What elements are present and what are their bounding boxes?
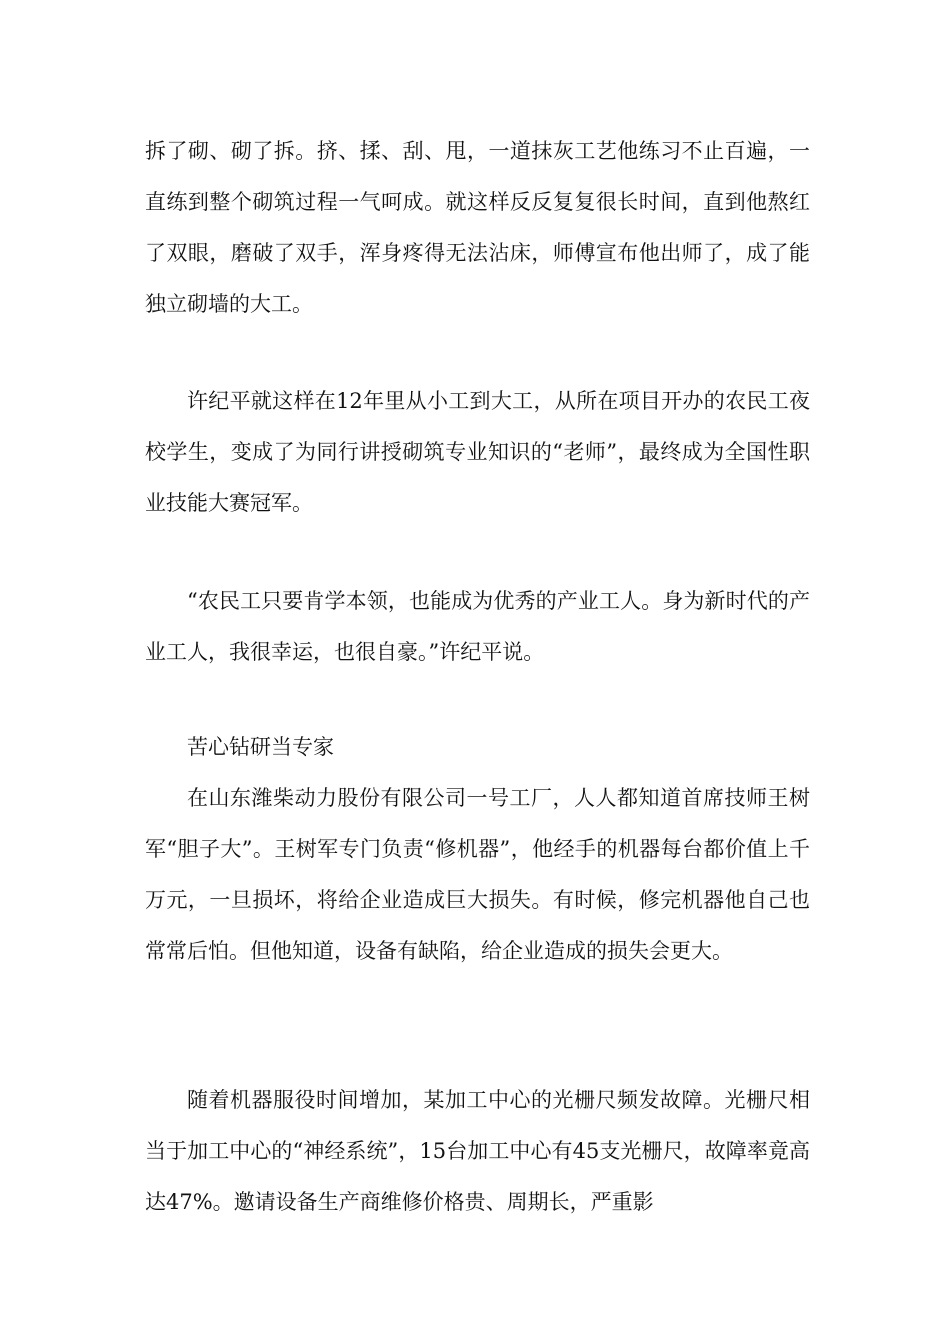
paragraph-block-2 xyxy=(145,376,810,529)
paragraph-block-5 xyxy=(145,1075,810,1228)
section-heading-block xyxy=(145,722,810,773)
paragraph: 随着机器服役时间增加，某加工中心的光栅尺频发故障。光栅尺相当于加工中心的“神经系统”，15台加工中心有45支光栅尺，故障率竟高达47%。邀请设备生产商维修价格贵、周期长，严重影 xyxy=(145,1088,810,1214)
paragraph: 在山东潍柴动力股份有限公司一号工厂，人人都知道首席技师王树军“胆子大”。王树军专门负责“修机器”，他经手的机器每台都价值上千万元，一旦损坏，将给企业造成巨大损失。有时候，修完机器他自己也常常后怕。但他知道，设备有缺陷，给企业造成的损失会更大。 xyxy=(145,786,810,963)
paragraph-block-3 xyxy=(145,576,810,678)
paragraph-quote: “农民工只要肯学本领，也能成为优秀的产业工人。身为新时代的产业工人，我很幸运，也很自豪。”许纪平说。 xyxy=(145,589,810,664)
section-heading: 苦心钻研当专家 xyxy=(187,735,334,759)
paragraph-block-1 xyxy=(145,126,810,330)
paragraph-continuation: 拆了砌、砌了拆。挤、揉、刮、甩，一道抹灰工艺他练习不止百遍，一直练到整个砌筑过程一气呵成。就这样反反复复很长时间，直到他熬红了双眼，磨破了双手，浑身疼得无法沾床，师傅宣布他出师了，成了能独立砌墙的大工。 xyxy=(145,139,810,316)
paragraph-block-4 xyxy=(145,773,810,977)
paragraph: 许纪平就这样在12年里从小工到大工，从所在项目开办的农民工夜校学生，变成了为同行讲授砌筑专业知识的“老师”，最终成为全国性职业技能大赛冠军。 xyxy=(145,389,810,515)
